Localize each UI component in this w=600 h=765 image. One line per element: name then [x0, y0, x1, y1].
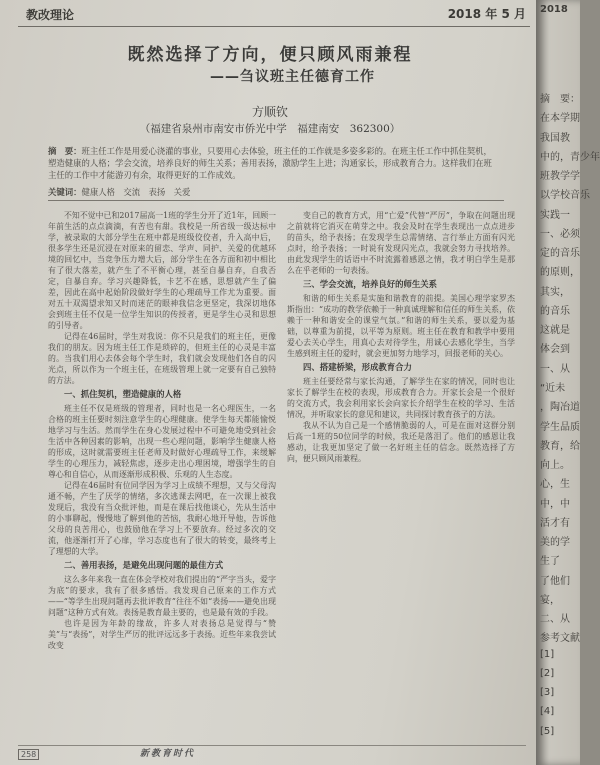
adjacent-page-edge [536, 0, 600, 765]
adjacent-page-line: ，陶冶道 [540, 402, 580, 414]
adjacent-page-line: 这就是 [540, 325, 570, 337]
adjacent-page-line: [4] [540, 706, 555, 718]
section-heading: 二、善用表扬，是避免出现问题的最佳方式 [64, 560, 224, 570]
adjacent-page-line: 实践一 [540, 209, 570, 221]
adjacent-page-line: 一、从 [540, 363, 570, 375]
adjacent-page-line: 向上。 [540, 460, 570, 472]
adjacent-page-line: 宴， [540, 594, 560, 606]
adjacent-page-line: [2] [540, 667, 555, 679]
keywords [48, 186, 190, 198]
adjacent-page-line: 班教学学 [540, 171, 580, 183]
body-column-left [48, 210, 276, 710]
paragraph: 这么多年来我一直在体会学校对我们提出的“严字当头，爱字为底”的要求，我有了很多感悟。我发现自己原来的工作方式——“等学生出现问题再去批评教育”往往不如“表扬——避免出现问题”这种方式有效。表扬是教育最主要的，也是最有效的手段。 [48, 575, 276, 617]
adjacent-page-line: 中，中 [540, 498, 570, 510]
paragraph: 记得在46届时有位同学因为学习上成绩不理想，又与父母沟通不畅，产生了厌学的情绪，多次逃课去网吧，在一次课上被我发现后，我没有当众批评他，而是在课后找他谈心，先从生活中的小事聊起，慢慢地了解到他的苦恼，我耐心地开导他，告诉他父母的良苦用心，也鼓励他在学习上不要放弃。经过多次的交流，他逐渐打开了心扉，学习态度也有了很大的转变，最终考上了理想的大学。 [48, 481, 276, 556]
adjacent-page-line: 以学校音乐 [540, 190, 590, 202]
footer-rule [18, 745, 526, 746]
adjacent-page-line: 一、必须 [540, 228, 580, 240]
article-subtitle: ——刍议班主任德育工作 [210, 69, 375, 85]
section-heading: 三、学会交流，培养良好的师生关系 [303, 279, 437, 289]
issue-date: 2018 年 5 月 [447, 7, 526, 21]
section-label: 教改理论 [26, 8, 75, 22]
page-number: 258 [18, 749, 39, 760]
adjacent-page-line: 摘 要： [540, 94, 580, 105]
paragraph: 班主任不仅是班级的管理者，同时也是一名心理医生，一名合格的班主任要时刻注意学生的心理健康。使学生每天都能愉悦地学习与生活。然而学生在身心发展过程中不可避免地受到社会生活中各种因素的影响，出现一些心理问题，影响学生健康人格的形成，这时就需要班主任老师及时做好心理疏导工作，来缓解学生的心理压力，减轻焦虑，逐步走出心理困境，增强学生的自尊心和自信心，从而逐渐形成积极、乐观的人生态度。 [48, 404, 276, 479]
adjacent-page-line: 二、从 [540, 614, 570, 626]
paragraph: 我从不认为自己是一个感情脆弱的人，可是在面对这群分别后高一1班的50位同学的时候，我还是落泪了。他们的感恩让我感动，让我更加坚定了做一名好班主任的信念。既然选择了方向，便只顾风雨兼程。 [287, 421, 515, 463]
divider [48, 200, 504, 201]
adjacent-page-line: 其实， [540, 286, 570, 298]
paragraph: 记得在46届时，学生对我说：你不只是我们的班主任，更像我们的朋友。因为班主任工作是琐碎的，但班主任的心灵是丰富的。当我们用心去体会每个学生时，我们就会发现他们各自的闪光点，所以作为一个班主任，在班级管理上就一定要有自己独特的方法。 [48, 332, 276, 385]
adjacent-page-year: 2018 [540, 4, 568, 15]
adjacent-page-line: 中的，青少年 [540, 151, 600, 163]
paragraph: 不知不觉中已和2017届高一1班的学生分开了近1年，回顾一年前生活的点点滴滴，有苦也有甜。我校是一所省级一级达标中学，被录取的大部分学生在班中都是班级佼佼者，升入高中后，很多学生还是沉浸在对原来的留恋、学声、同护、关爱的优越环境的回忆中，当竞争压力增大后，部分学生在各方面和初中相比有了很大落差，就产生了不平衡心理，甚至自暴自弃，自我否定，自暴自弃。学习兴趣降低，卡艺不在感，思想就产生了偏差，因此在高中起始阶段做好学生的心理疏导工作尤为重要。面对五十双渴望求知又时而迷茫的眼神我信念更坚定，我深切地体会到班主任不仅是一位学生知识的传授者，更是学生心灵和思想的引导者。 [48, 211, 276, 330]
adjacent-page-line: [5] [540, 725, 555, 737]
author-name: 方顺钦 [251, 105, 288, 119]
adjacent-page-line: 学生品质 [540, 421, 580, 433]
adjacent-page-line: [3] [540, 687, 555, 699]
adjacent-page-line: 我国教 [540, 132, 570, 144]
adjacent-page-line: 心，生 [540, 479, 570, 491]
journal-name: 新教育时代 [140, 749, 196, 759]
section-heading: 四、搭建桥梁，形成教育合力 [303, 362, 412, 372]
page-header [18, 0, 530, 27]
adjacent-page-line: 在本学期 [540, 113, 580, 125]
adjacent-page-line: 生了 [540, 556, 560, 568]
section-heading: 一、抓住契机，塑造健康的人格 [64, 389, 182, 399]
paragraph: 班主任要经常与家长沟通，了解学生在家的情况，同时也让家长了解学生在校的表现，形成教育合力。开家长会是一个很好的交流方式，我会利用家长会向家长介绍学生在校的学习、生活情况，并听取家长的意见和建议，共同探讨教育孩子的方法。 [287, 377, 515, 419]
paragraph: 变自己的教育方式，用“亡爱”代替“严厉”，争取在问题出现之前就将它消灭在萌芽之中。我会及时在学生表现出一点点进步的苗头，给予表扬；在发现学生总需情绪、言行举止方面有闪光点时，给予表扬；一时说有发现闪光点，我就会努力寻找培养。由此发现学生的话语中不时流露着感恩之情，我才明白学生是那么在乎老师的一句表扬。 [287, 211, 515, 275]
adjacent-page-line: 的音乐 [540, 305, 570, 317]
adjacent-page-line: [1] [540, 648, 555, 660]
paragraph: 也许是因为年龄的缘故，许多人对表扬总是觉得与“赞美”与“表扬”，对学生严厉的批评远远多于表扬。近些年来我尝试改变 [48, 619, 276, 650]
abstract-text: 班主任工作是用爱心浇灌的事业，只要用心去体验，班主任的工作就是多姿多彩的。在班主任工作中抓住契机，塑造健康的人格；学会交流，培养良好的师生关系；善用表扬，激励学生上进；沟通家长，形成教育合力。这样我们在班主任的工作中才能游刃有余，取得更好的工作成效。 [48, 146, 492, 180]
adjacent-page-line: 体会到 [540, 344, 570, 356]
author-affiliation: （福建省泉州市南安市侨光中学 福建南安 362300） [139, 123, 401, 135]
abstract-label: 摘 要： [48, 146, 82, 156]
paragraph: 和谐的师生关系是实施和谐教育的前提。美国心理学家罗杰斯指出：“成功的教学依赖于一种真诚理解和信任的师生关系，依赖于一种和谐安全的课堂气氛。”和谐的师生关系，要以爱为基础，以尊重为前提，以平等为原则。班主任在教育和教学中要用爱心去关心学生，用真心去对待学生，用诚心去感化学生，当学生感到班主任的爱时，就会更加努力地学习，回报老师的关心。 [287, 294, 515, 358]
adjacent-page-line: 参考文献 [540, 633, 580, 645]
body-column-right [287, 210, 515, 710]
keywords-label: 关键词： [48, 187, 82, 197]
adjacent-page-line: 活才有 [540, 517, 570, 529]
keywords-text: 健康人格 交流 表扬 关爱 [81, 187, 191, 197]
adjacent-page-line: 定的音乐 [540, 248, 580, 260]
article-title: 既然选择了方向，便只顾风雨兼程 [127, 45, 413, 65]
adjacent-page-line: 美的学 [540, 537, 570, 549]
abstract [48, 145, 500, 181]
adjacent-page-line: 了他们 [540, 575, 570, 587]
adjacent-page-line: 的原则， [540, 267, 580, 279]
adjacent-page-line: “近未 [540, 382, 566, 394]
adjacent-page-line: 教育，给 [540, 440, 580, 452]
